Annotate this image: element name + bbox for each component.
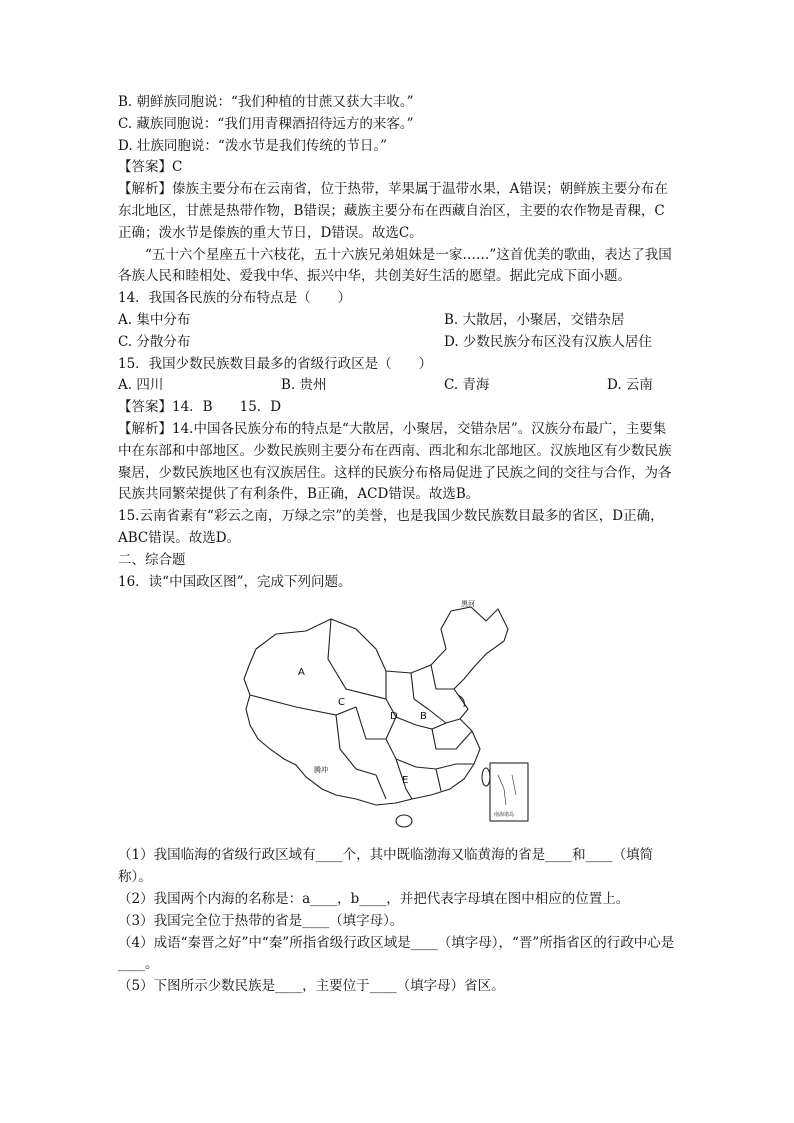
subquestion-2: （2）我国两个内海的名称是：a____，b____，并把代表字母填在图中相应的位置上。 — [118, 890, 630, 907]
map-label-c: C — [338, 697, 345, 709]
map-label-d: D — [390, 711, 398, 723]
question-14-row1 — [118, 310, 678, 332]
section-heading: 二、综合题 — [118, 551, 186, 568]
option-b-text: B. 朝鲜族同胞说：“我们种植的甘蔗又获大丰收。” — [118, 94, 414, 110]
answer-13: 【答案】C — [118, 159, 183, 176]
question-14-row2 — [118, 332, 678, 354]
q14-option-b: B. 大散居，小聚居，交错杂居 — [444, 311, 625, 328]
hainan-island — [396, 815, 412, 827]
question-16: 16．读“中国政区图”，完成下列问题。 — [118, 573, 352, 590]
map-label-a: A — [298, 667, 305, 679]
q15-option-a: A. 四川 — [118, 377, 164, 394]
map-drawing — [236, 599, 566, 839]
subquestion-3: （3）我国完全位于热带的省是____（填字母）。 — [118, 912, 404, 929]
map-label-heihe: 黑河 — [461, 600, 475, 609]
passage-intro: “五十六个星座五十六枝花，五十六族兄弟姐妹是一家……”这首优美的歌曲，表达了我国各族人民和睦相处、爱我中华、振兴中华，共创美好生活的愿望。据此完成下面小题。 — [118, 246, 672, 285]
taiwan-island — [482, 768, 490, 786]
explanation-14: 【解析】14.中国各民族分布的特点是“大散居，小聚居，交错杂居”。汉族分布最广，主要集中在东部和中部地区。少数民族则主要分布在西南、西北和东北部地区。汉族地区有少数民族聚居，少数民族地区也有汉族居住。这样的民族分布格局促进了民族之间的交往与合作，为各民族共同繁荣提供了有利条件，B正确，ACD错误。故选B。 — [118, 420, 672, 503]
option-d-text: D. 壮族同胞说：“泼水节是我们传统的节日。” — [118, 137, 387, 154]
question-15: 15．我国少数民族数目最多的省级行政区是（ ） — [118, 355, 433, 372]
map-label-e: E — [402, 775, 409, 787]
document-page — [118, 92, 678, 998]
q14-option-c: C. 分散分布 — [118, 333, 191, 350]
inset-caption: 南海诸岛 — [494, 812, 515, 819]
subquestion-1: （1）我国临海的省级行政区域有____个，其中既临渤海又临黄海的省是____和____（填简称）。 — [118, 847, 654, 886]
option-c-text: C. 藏族同胞说：“我们用青稞酒招待远方的来客。” — [118, 115, 414, 132]
q15-option-b: B. 贵州 — [281, 377, 327, 394]
subquestion-5: （5）下图所示少数民族是____，主要位于____（填字母）省区。 — [118, 978, 505, 995]
answer-14-15: 【答案】14．B 15．D — [118, 399, 282, 416]
map-label-tengchong: 腾冲 — [314, 766, 328, 775]
explanation-13: 【解析】傣族主要分布在云南省，位于热带，苹果属于温带水果，A错误；朝鲜族主要分布在东北地区，甘蔗是热带作物，B错误；藏族主要分布在西藏自治区，主要的农作物是青稞，C正确；泼水节是傣族的重大节日，D错误。故选C。 — [118, 181, 668, 241]
q14-option-a: A. 集中分布 — [118, 311, 191, 328]
subquestion-4: （4）成语“秦晋之好”中“秦”所指省级行政区域是____（填字母），“晋”所指省区的行政中心是____。 — [118, 934, 675, 973]
explanation-15: 15.云南省素有“彩云之南，万绿之宗”的美誉，也是我国少数民族数目最多的省区，D正确，ABC错误。故选D。 — [118, 508, 664, 546]
q14-option-d: D. 少数民族分布区没有汉族人居住 — [444, 333, 652, 350]
q15-option-d: D. 云南 — [607, 377, 653, 394]
question-15-options — [118, 375, 678, 397]
question-14: 14．我国各民族的分布特点是（ ） — [118, 290, 352, 307]
china-political-map — [236, 599, 566, 839]
map-label-b: B — [420, 711, 427, 723]
q15-option-c: C. 青海 — [444, 377, 490, 394]
